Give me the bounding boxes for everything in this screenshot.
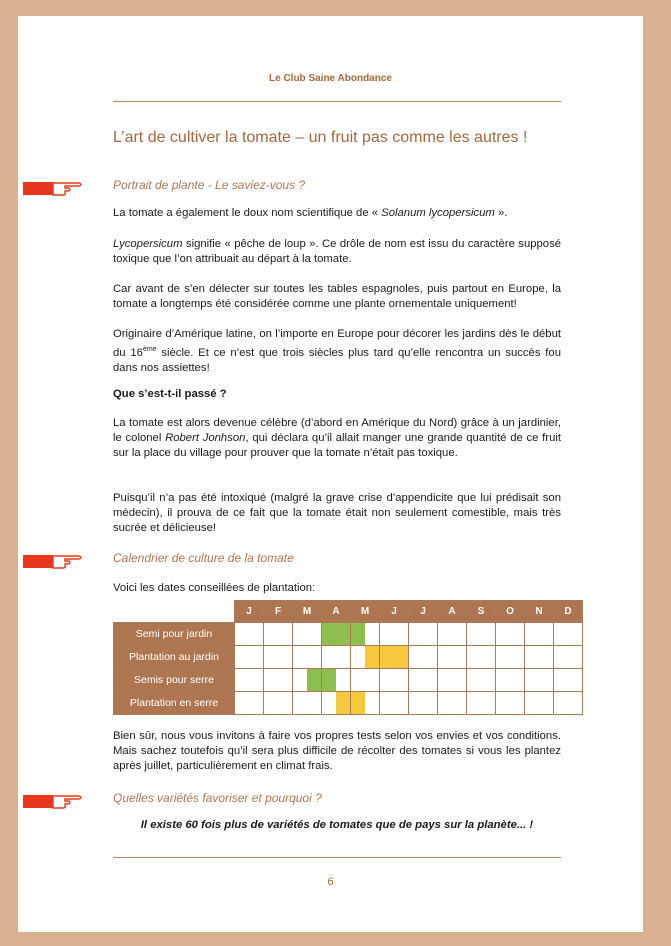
month-header: A — [438, 601, 467, 623]
paragraph-advice: Bien sûr, nous vous invitons à faire vos propres tests selon vos envies et vos conditions. Mais sachez toutefois qu’il sera plus difficile de récolter des tomates si vous les plantez après juillet, particulièrement en climat frais. — [113, 730, 561, 772]
month-header: J — [235, 601, 264, 623]
paragraph-conclusion: Puisqu’il n’a pas été intoxiqué (malgré la grave crise d’appendicite que lui prédisait son médecin), il prouva de ce fait que la tomate était non seulement comestible, mais très sucrée et délicieuse! — [113, 492, 561, 534]
planting-calendar-table — [113, 600, 583, 715]
month-header: A — [322, 601, 351, 623]
paragraph-lycopersicum: Lycopersicum signifie « pêche de loup ». Ce drôle de nom est issu du caractère supposé toxique que l’on attribuait au départ à la tomate. — [113, 238, 561, 265]
month-header: J — [409, 601, 438, 623]
pointing-hand-icon — [23, 792, 85, 810]
sowing-cell — [322, 623, 351, 646]
calendar-corner — [114, 601, 235, 623]
month-header: J — [380, 601, 409, 623]
section-portrait-heading: Portrait de plante - Le saviez-vous ? — [113, 178, 306, 192]
document-page — [18, 16, 643, 932]
row-label: Plantation au jardin — [114, 646, 235, 669]
page-title: L’art de cultiver la tomate – un fruit pas comme les autres ! — [113, 129, 528, 146]
calendar-row — [114, 646, 583, 669]
calendar-header-row — [114, 601, 583, 623]
section-varieties-heading: Quelles variétés favoriser et pourquoi ? — [113, 791, 322, 805]
sowing-cell-half — [322, 669, 351, 692]
sowing-cell-half — [293, 669, 322, 692]
dates-intro: Voici les dates conseillées de plantation: — [113, 582, 316, 594]
month-header: S — [467, 601, 496, 623]
month-header: D — [554, 601, 583, 623]
planting-cell — [380, 646, 409, 669]
page-number: 6 — [327, 876, 334, 888]
sowing-cell-half — [351, 623, 380, 646]
row-label: Semi pour jardin — [114, 623, 235, 646]
paragraph-scientific-name: La tomate a également le doux nom scientifique de « Solanum lycopersicum ». — [113, 207, 508, 219]
planting-cell-half — [351, 692, 380, 715]
month-header: M — [351, 601, 380, 623]
paragraph-origin: Originaire d’Amérique latine, on l’importe en Europe pour décorer les jardins dès le début du 16ème siècle. Et ce n’est que trois siècles plus tard qu’elle rencontra un succès fou dans nos assiettes! — [113, 328, 561, 374]
month-header: M — [293, 601, 322, 623]
month-header: F — [264, 601, 293, 623]
pointing-hand-icon — [23, 552, 85, 570]
question-heading: Que s’est-t-il passé ? — [113, 388, 227, 400]
planting-cell-half — [351, 646, 380, 669]
calendar-row — [114, 623, 583, 646]
closing-statement: Il existe 60 fois plus de variétés de tomates que de pays sur la planète... ! — [140, 819, 534, 831]
calendar-row — [114, 692, 583, 715]
paragraph-ornamental: Car avant de s’en délecter sur toutes les tables espagnoles, puis partout en Europe, la tomate a longtemps été considérée comme une plante ornementale uniquement! — [113, 283, 561, 310]
row-label: Plantation en serre — [114, 692, 235, 715]
club-header: Le Club Saine Abondance — [269, 73, 392, 84]
planting-cell-half — [322, 692, 351, 715]
section-calendar-heading: Calendrier de culture de la tomate — [113, 551, 294, 565]
row-label: Semis pour serre — [114, 669, 235, 692]
pointing-hand-icon — [23, 179, 85, 197]
calendar-row — [114, 669, 583, 692]
footer-rule — [113, 857, 561, 858]
paragraph-johnson: La tomate est alors devenue célèbre (d’abord en Amérique du Nord) grâce à un jardinier, le colonel Robert Jonhson, qui déclara qu’il allait manger une grande quantité de ce fruit sur la place du village pour prouver que la tomate n’était pas toxique. — [113, 417, 561, 459]
month-header: O — [496, 601, 525, 623]
month-header: N — [525, 601, 554, 623]
header-rule — [113, 101, 561, 102]
